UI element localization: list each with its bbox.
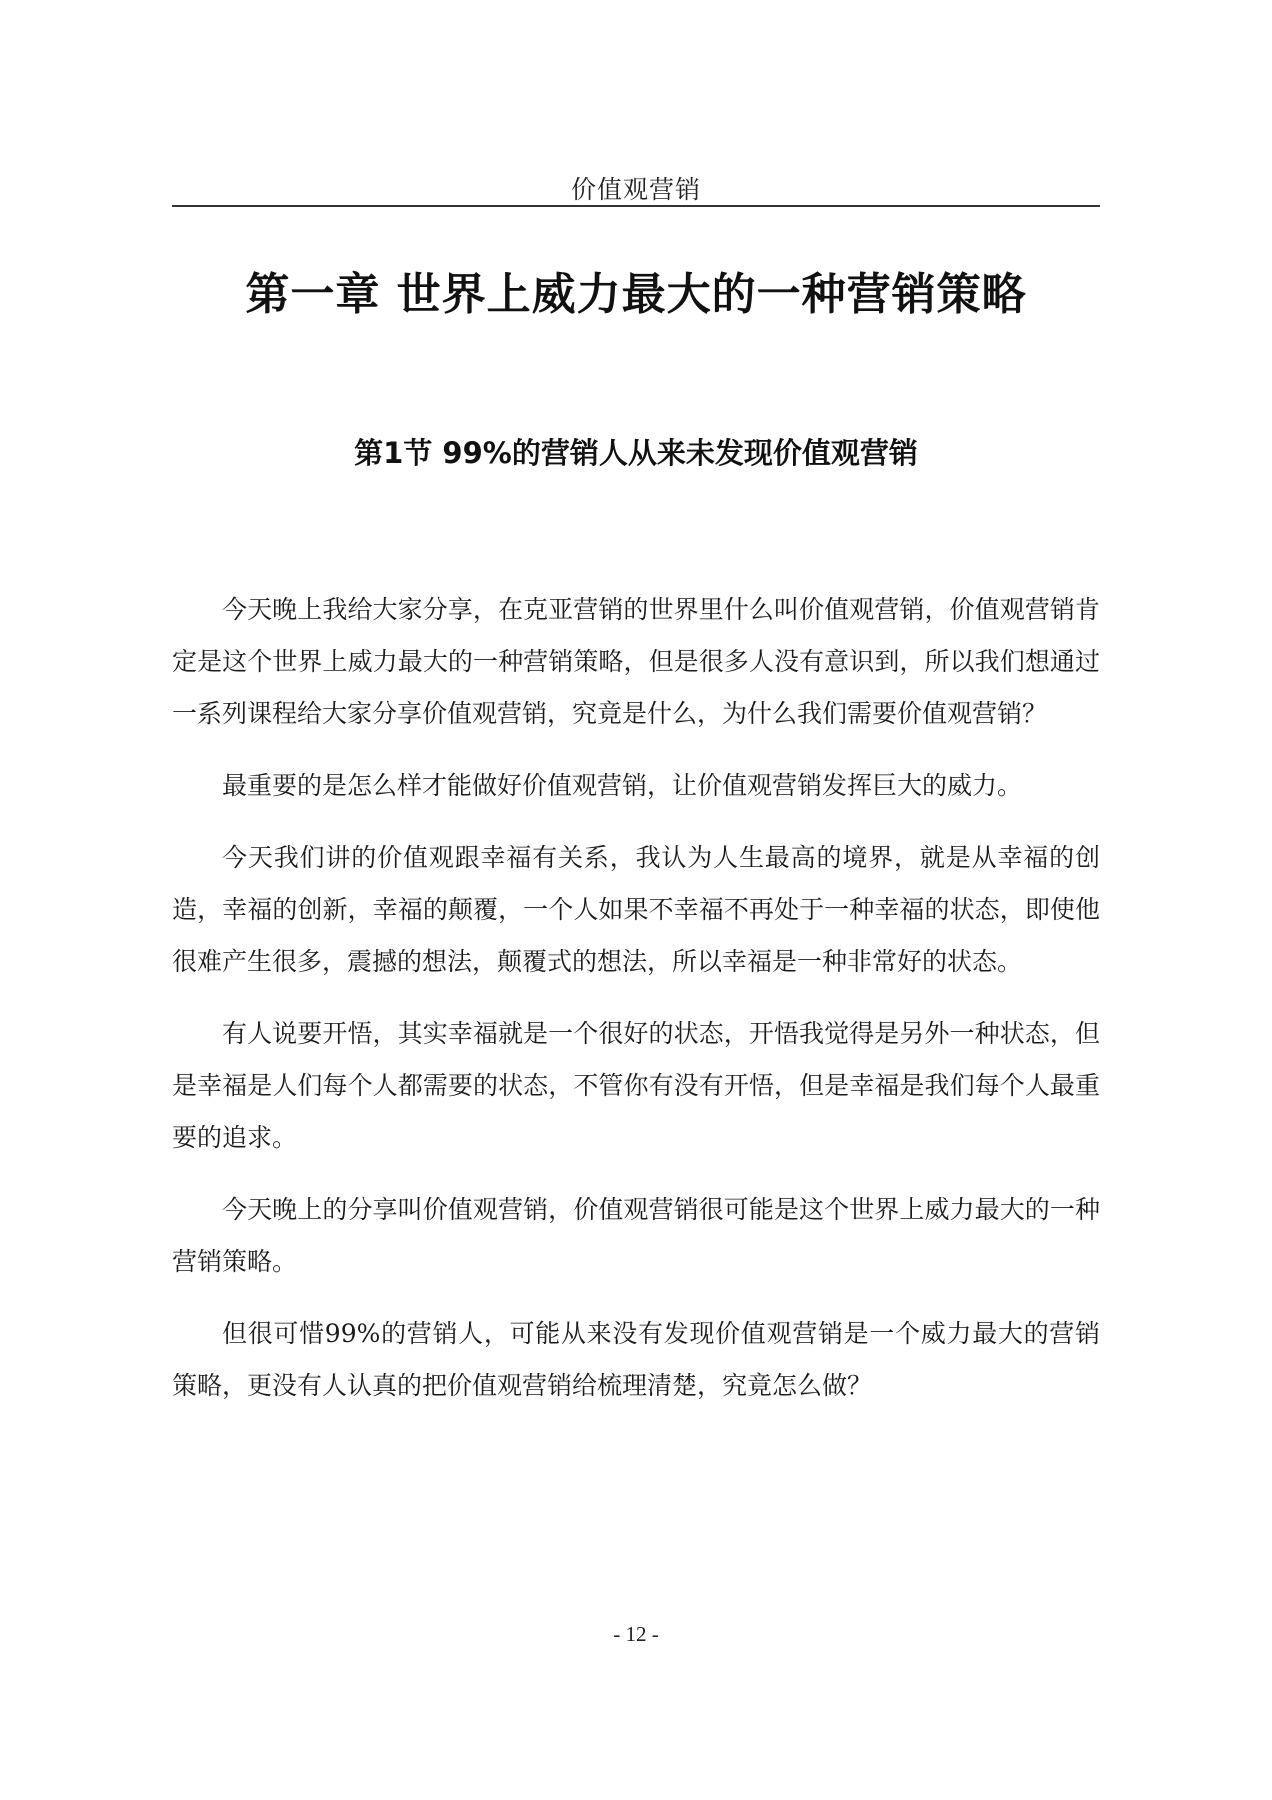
paragraph-5: 今天晚上的分享叫价值观营销，价值观营销很可能是这个世界上威力最大的一种营销策略。 (172, 1195, 1100, 1276)
paragraph-4: 有人说要开悟，其实幸福就是一个很好的状态，开悟我觉得是另外一种状态，但是幸福是人们每个人都需要的状态，不管你有没有开悟，但是幸福是我们每个人最重要的追求。 (172, 1019, 1100, 1152)
header-divider (172, 205, 1100, 207)
page-number: - 12 - (613, 1622, 659, 1646)
body-text (172, 584, 1100, 1432)
paragraph-2: 最重要的是怎么样才能做好价值观营销，让价值观营销发挥巨大的威力。 (222, 771, 1023, 800)
chapter-title: 第一章 世界上威力最大的一种营销策略 (245, 269, 1027, 320)
paragraph-1: 今天晚上我给大家分享，在克亚营销的世界里什么叫价值观营销，价值观营销肯定是这个世界上威力最大的一种营销策略，但是很多人没有意识到，所以我们想通过一系列课程给大家分享价值观营销，究竟是什么，为什么我们需要价值观营销？ (172, 595, 1100, 728)
paragraph-3: 今天我们讲的价值观跟幸福有关系，我认为人生最高的境界，就是从幸福的创造，幸福的创新，幸福的颠覆，一个人如果不幸福不再处于一种幸福的状态，即使他很难产生很多，震撼的想法，颠覆式的想法，所以幸福是一种非常好的状态。 (172, 843, 1100, 976)
running-header: 价值观营销 (570, 175, 701, 204)
paragraph-6: 但很可惜99%的营销人，可能从来没有发现价值观营销是一个威力最大的营销策略，更没有人认真的把价值观营销给梳理清楚，究竟怎么做？ (172, 1319, 1100, 1400)
section-title: 第1节 99%的营销人从来未发现价值观营销 (354, 436, 918, 470)
